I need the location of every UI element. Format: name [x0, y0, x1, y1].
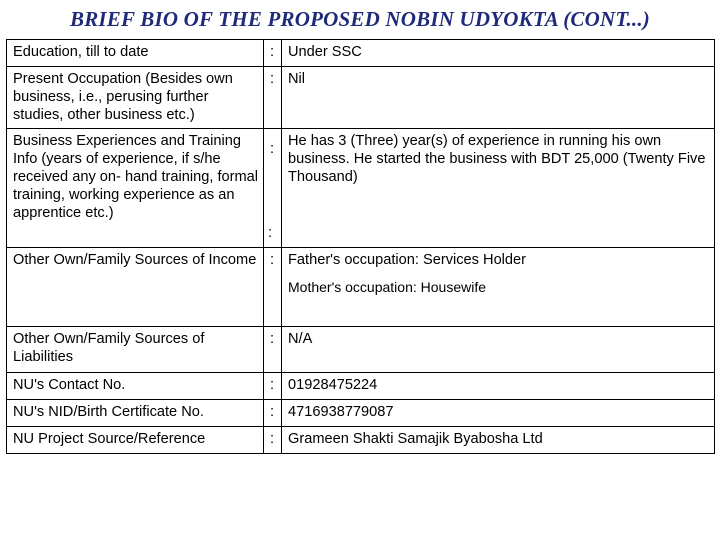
table-row-liabilities [7, 327, 715, 373]
table-row-income-sources [7, 248, 715, 327]
table-row-nid [7, 400, 715, 427]
table-row-contact-no [7, 373, 715, 400]
bio-table [6, 39, 715, 454]
row-label: Business Experiences and Training Info (years of experience, if s/he received any on- hand training, formal training, working experience as an apprentice etc.) [7, 129, 264, 248]
colon-separator: : [270, 141, 275, 157]
row-value: N/A [282, 327, 715, 373]
colon-separator: : [264, 427, 282, 454]
father-occupation: Father's occupation: Services Holder [288, 252, 527, 268]
table-row-project-source [7, 427, 715, 454]
row-value: Grameen Shakti Samajik Byabosha Ltd [282, 427, 715, 454]
row-label: Other Own/Family Sources of Liabilities [7, 327, 264, 373]
row-label: Present Occupation (Besides own business, i.e., perusing further studies, other business etc.) [7, 67, 264, 129]
colon-separator: : [264, 327, 282, 373]
table-row-present-occupation [7, 67, 715, 129]
table-row-business-experience [7, 129, 715, 248]
row-label: NU's Contact No. [7, 373, 264, 400]
row-value: Nil [282, 67, 715, 129]
row-value: 01928475224 [282, 373, 715, 400]
row-value: Under SSC [282, 40, 715, 67]
colon-separator: : [264, 67, 282, 129]
row-label: Other Own/Family Sources of Income [7, 248, 264, 327]
colon-separator: : [264, 40, 282, 67]
colon-separator: : [264, 400, 282, 427]
colon-separator: : [264, 248, 282, 327]
row-label: Education, till to date [7, 40, 264, 67]
colon-separator: : [268, 225, 273, 241]
colon-separator: : [264, 373, 282, 400]
mother-occupation: Mother's occupation: Housewife [288, 279, 486, 295]
row-label: NU Project Source/Reference [7, 427, 264, 454]
row-label: NU's NID/Birth Certificate No. [7, 400, 264, 427]
row-value: He has 3 (Three) year(s) of experience in running his own business. He started the business with BDT 25,000 (Twenty Five Thousand) [282, 129, 715, 248]
table-row-education [7, 40, 715, 67]
row-value: 4716938779087 [282, 400, 715, 427]
page-title: BRIEF BIO OF THE PROPOSED NOBIN UDYOKTA (CONT...) [69, 7, 651, 31]
